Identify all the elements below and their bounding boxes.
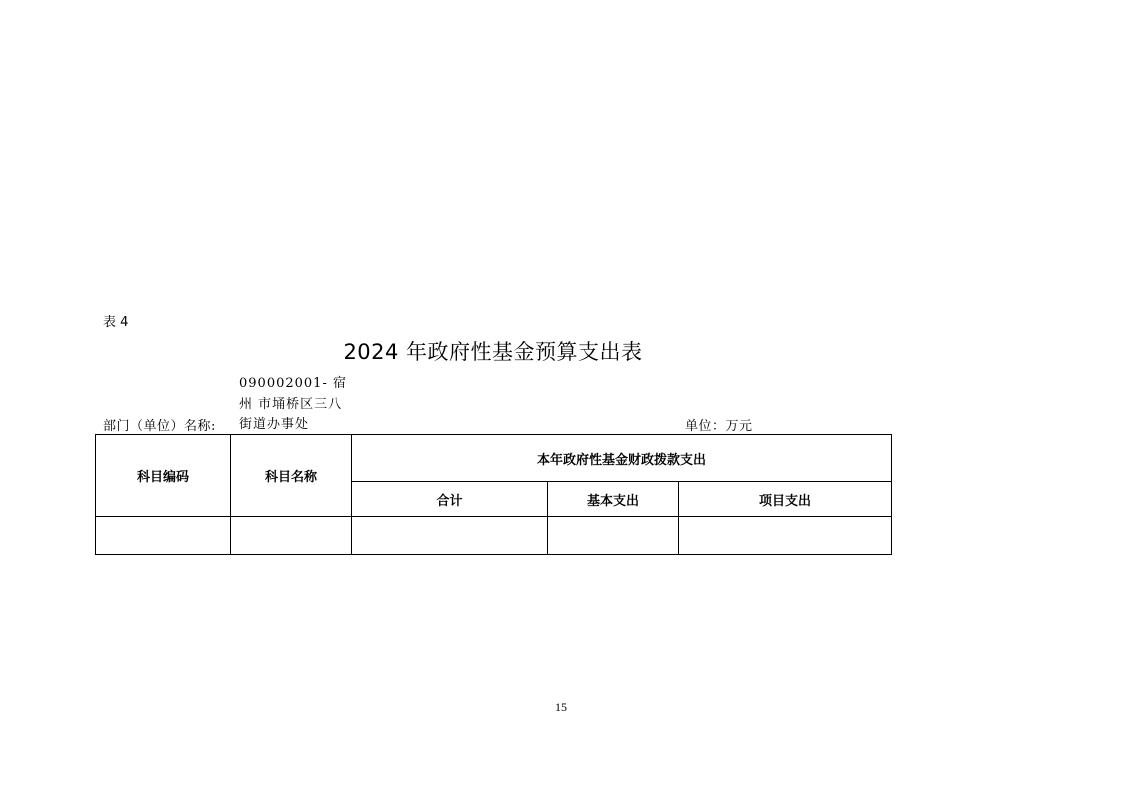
header-total: 合计 [352, 482, 548, 517]
table-row [96, 517, 892, 555]
department-name-label: 部门（单位）名称: [103, 419, 216, 434]
cell-subject-name [231, 517, 352, 555]
header-subject-name: 科目名称 [231, 435, 352, 517]
cell-basic-expenditure [548, 517, 679, 555]
header-project-expenditure: 项目支出 [679, 482, 892, 517]
page-number: 15 [555, 700, 567, 714]
cell-subject-code [96, 517, 231, 555]
unit-label: 单位：万元 [685, 419, 753, 434]
header-fund-expenditure-group: 本年政府性基金财政拨款支出 [352, 435, 892, 482]
table-number-label: 表 4 [103, 315, 129, 330]
page-title: 2024 年政府性基金预算支出表 [343, 340, 643, 364]
header-subject-code: 科目编码 [96, 435, 231, 517]
department-name-value: 090002001- 宿 州 市埇桥区三八街道办事处 [239, 376, 347, 432]
budget-table [95, 434, 892, 555]
cell-total [352, 517, 548, 555]
table-header-row [96, 435, 892, 482]
header-basic-expenditure: 基本支出 [548, 482, 679, 517]
cell-project-expenditure [679, 517, 892, 555]
